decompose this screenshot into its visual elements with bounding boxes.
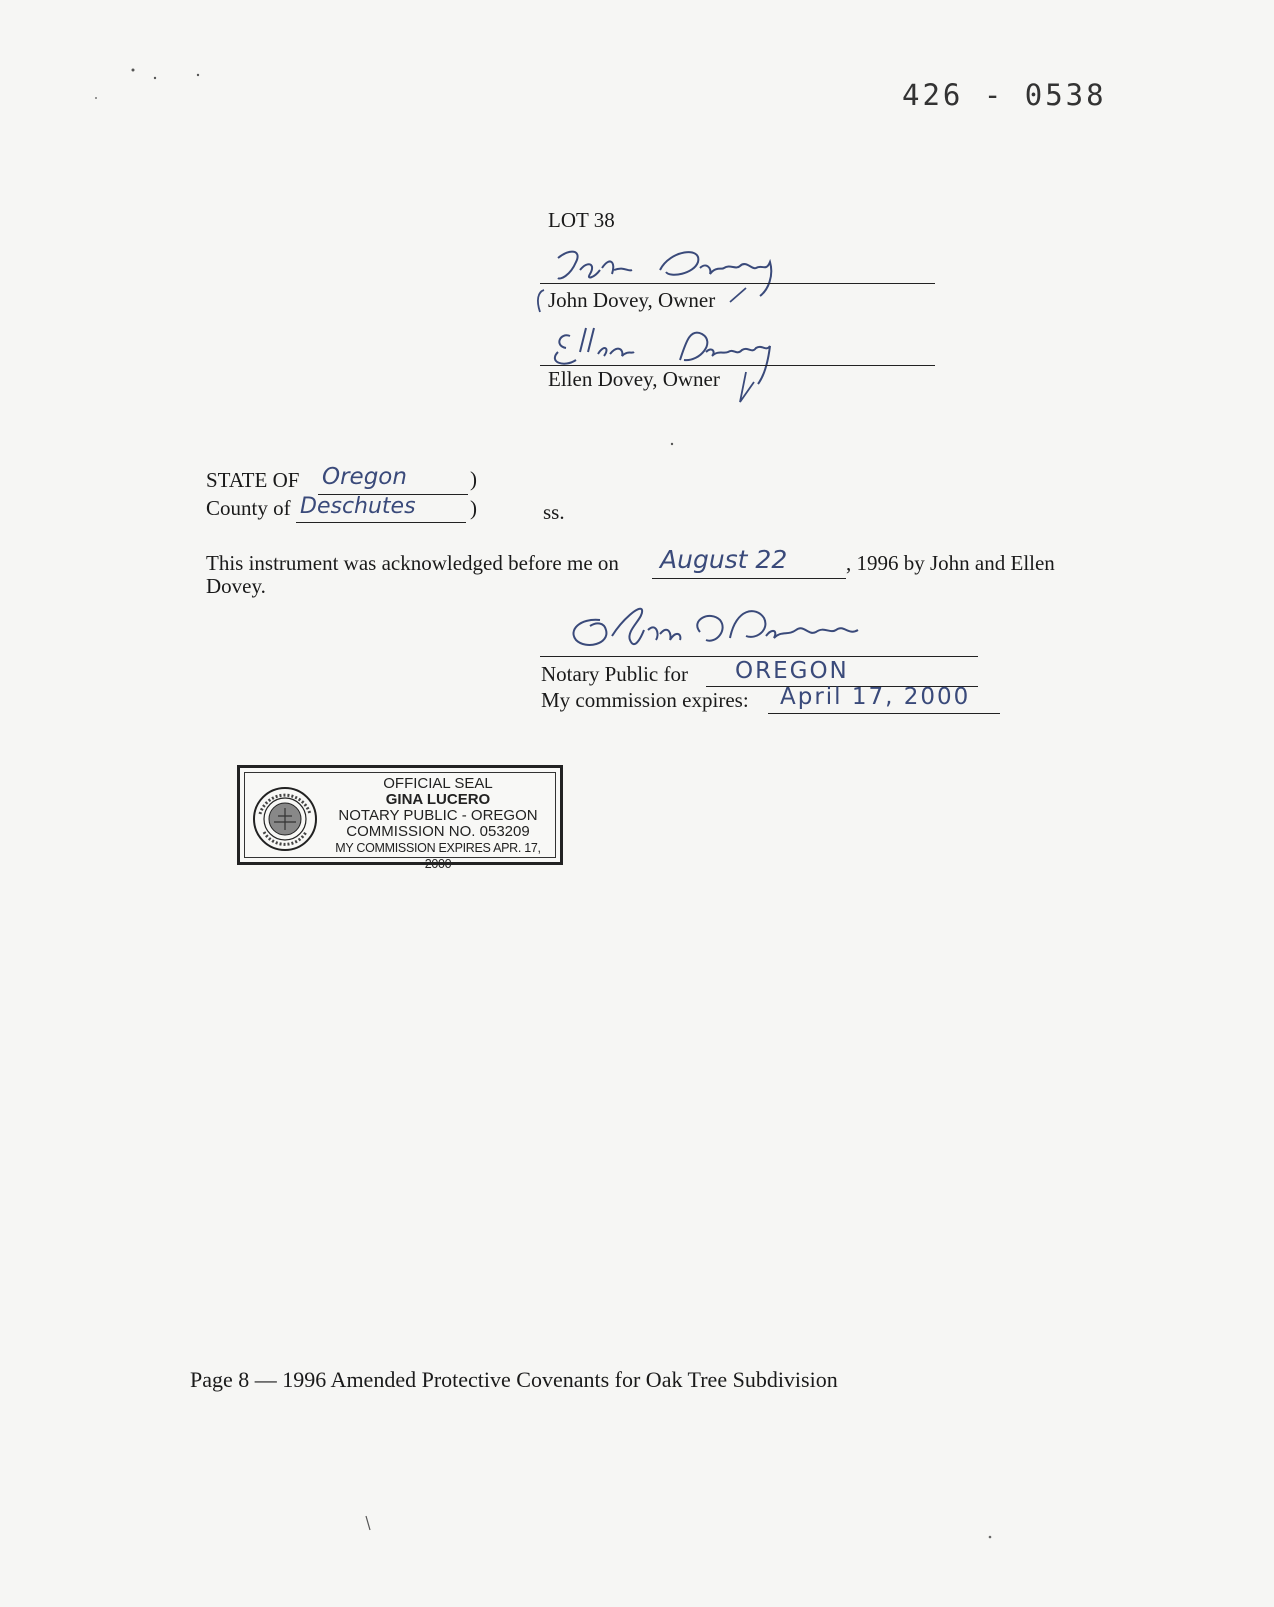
county-label: County of [206,496,291,520]
commission-expires-value: April 17, 2000 [780,684,971,710]
county-paren: ) [470,496,477,520]
state-label: STATE OF [206,468,300,492]
seal-commission-number: COMMISSION NO. 053209 [346,823,530,840]
state-handwritten: Oregon [322,464,407,490]
acknowledgment-suffix: , 1996 by John and Ellen [846,551,1055,575]
seal-commission-expiry: MY COMMISSION EXPIRES APR. 17, 2000 [335,841,541,871]
notary-public-for-value: OREGON [735,658,849,684]
state-paren: ) [470,467,477,491]
seal-notary-name: GINA LUCERO [385,791,491,808]
notary-public-for-label: Notary Public for [541,662,688,686]
acknowledgment-line2: Dovey. [206,574,266,598]
ss-label: ss. [543,500,565,524]
acknowledgment-date: August 22 [660,545,788,574]
page-footer: Page 8 — 1996 Amended Protective Covenants for Oak Tree Subdivision [190,1367,838,1392]
county-handwritten: Deschutes [300,494,416,519]
commission-expires-label: My commission expires: [541,688,749,712]
acknowledgment-prefix: This instrument was acknowledged before me on [206,551,619,575]
record-number: 426 - 0538 [902,78,1107,112]
lot-number: LOT 38 [548,208,615,232]
seal-notary-state: NOTARY PUBLIC - OREGON [338,807,538,824]
seal-title: OFFICIAL SEAL [383,775,493,792]
owner-printed-name-1: John Dovey, Owner [548,288,716,312]
owner-printed-name-2: Ellen Dovey, Owner [548,367,720,391]
